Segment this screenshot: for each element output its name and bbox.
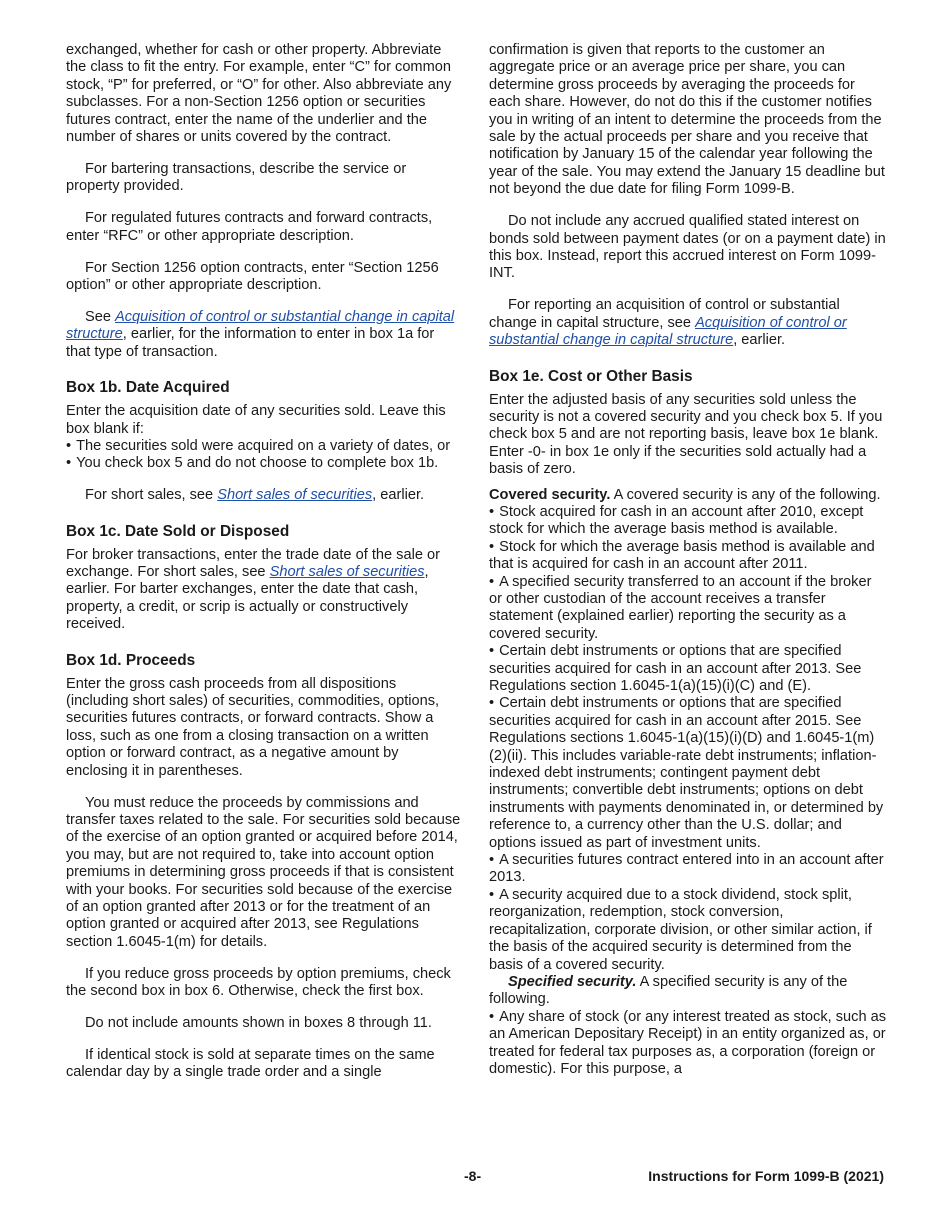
list-item: • Stock for which the average basis method is available and that is acquired for cash in an account after 2011. (489, 539, 887, 574)
paragraph: Do not include amounts shown in boxes 8 through 11. (85, 1015, 432, 1032)
list-item: • Any share of stock (or any interest treated as stock, such as an American Depositary Receipt) in an entity organized as, or treated for federal tax purposes as, a corporation (foreign or domestic). For this purpose, a (489, 1009, 887, 1079)
paragraph (66, 309, 462, 361)
paragraph: If identical stock is sold at separate times on the same calendar day by a single trade order and a single (66, 1046, 435, 1081)
paragraph: For regulated futures contracts and forward contracts, enter “RFC” or other appropriate description. (66, 210, 433, 244)
text-span: , earlier. For barter exchanges, enter the date that cash, property, a credit, or scrip is actually or constructively received. (66, 564, 429, 633)
paragraph: If you reduce gross proceeds by option premiums, check the second box in box 6. Otherwise, check the first box. (66, 965, 451, 1000)
text-span: For short sales, see (85, 487, 218, 504)
paragraph (489, 487, 887, 504)
paragraph: For Section 1256 option contracts, enter “Section 1256 option” or other appropriate description. (66, 259, 439, 293)
short-sales-link[interactable]: Short sales of securities (269, 564, 425, 581)
paragraph: confirmation is given that reports to the customer an aggregate price or an average price per share, you can determine gross proceeds by averaging the proceeds for each share. However, do not do this if the customer notifies you in writing of an intent to determine the proceeds from the sale by the actual proceeds per share and you receive that notification by January 15 of the calendar year following the year of the sale. You may extend the January 15 deadline but not beyond the due date for filing Form 1099-B. (489, 42, 885, 198)
footer-form-title: Instructions for Form 1099-B (2021) (648, 1168, 884, 1184)
list-item: • A specified security transferred to an account if the broker or other custodian of the account receives a transfer statement (explained earlier) reporting the security as a covered security. (489, 574, 887, 644)
list-item: • Certain debt instruments or options that are specified securities acquired for cash in an account after 2015. See Regulations sections 1.6045-1(a)(15)(i)(D) and 1.6045-1(m)(2)(ii). This includes variable-rate debt instruments; inflation-indexed debt instruments; contingent payment debt instruments; convertible debt instruments; options on debt instruments with payments denominated in, or determined by reference to, a currency other than the U.S. dollar; and options issued as part of investment units. (489, 695, 887, 852)
paragraph (66, 547, 462, 634)
paragraph: Enter the adjusted basis of any securities sold unless the security is not a covered security and you check box 5. If you check box 5 and are not reporting basis, leave box 1e blank. Enter -0- in box 1e only if the securities sold actually had a basis of zero. (489, 391, 883, 478)
box-1e-heading: Box 1e. Cost or Other Basis (489, 367, 693, 385)
text-span: For reporting an acquisition of control or substantial change in capital structure, see (489, 297, 840, 331)
list-item: • Stock acquired for cash in an account after 2010, except stock for which the average basis method is available. (489, 504, 887, 539)
paragraph: You must reduce the proceeds by commissions and transfer taxes related to the sale. For securities sold because of the exercise of an option granted or acquired before 2014, you may, but are not required to, take into account option premiums in determining gross proceeds if that is consistent with your books. For securities sold because of the exercise of an option granted after 2013 or for the treatment of an option granted or acquired after 2013, see Regulations section 1.6045-1(m) for details. (66, 794, 461, 950)
paragraph: exchanged, whether for cash or other property. Abbreviate the class to fit the entry. For example, enter “C” for common stock, “P” for preferred, or “O” for other. Also abbreviate any subclasses. For a non-Section 1256 option or securities futures contract, enter the name of the underlier and the number of shares or units covered by the contract. (66, 42, 452, 146)
list-item: • Certain debt instruments or options that are specified securities acquired for cash in an account after 2013. See Regulations section 1.6045-1(a)(15)(i)(C) and (E). (489, 643, 887, 695)
right-column (489, 42, 887, 1078)
text-span: See (85, 308, 116, 325)
list-item: • The securities sold were acquired on a variety of dates, or (66, 438, 462, 455)
text-span: A specified security is any of the following. (489, 973, 848, 1008)
page-number: -8- (464, 1168, 482, 1184)
acquisition-of-control-link[interactable]: Acquisition of control or substantial change in capital structure (489, 314, 847, 349)
specified-security-label: Specified security. (508, 973, 637, 990)
list-item: • You check box 5 and do not choose to complete box 1b. (66, 455, 462, 472)
box-1d-heading: Box 1d. Proceeds (66, 651, 196, 669)
paragraph: Enter the gross cash proceeds from all dispositions (including short sales) of securities, commodities, options, securities futures contracts, or forward contracts. Show a loss, such as one from a closing transaction on a written option or forward contract, as a negative amount by enclosing it in parentheses. (66, 675, 440, 779)
acquisition-of-control-link[interactable]: Acquisition of control or substantial change in capital structure (66, 308, 455, 343)
text-span: , earlier, for the information to enter in box 1a for that type of transaction. (66, 326, 435, 360)
paragraph (66, 487, 462, 504)
paragraph (489, 297, 887, 349)
list-item: • A securities futures contract entered into in an account after 2013. (489, 852, 887, 887)
box-1b-heading: Box 1b. Date Acquired (66, 379, 230, 397)
text-span: For broker transactions, enter the trade date of the sale or exchange. For short sales, see (66, 546, 440, 581)
paragraph: Do not include any accrued qualified stated interest on bonds sold between payment dates (or on a payment date) in this box. Instead, report this accrued interest on Form 1099-INT. (489, 213, 886, 282)
box-1c-heading: Box 1c. Date Sold or Disposed (66, 522, 290, 540)
text-span: , earlier. (372, 487, 425, 504)
list-item: • A security acquired due to a stock dividend, stock split, reorganization, redemption, stock conversion, recapitalization, corporate division, or other similar action, if the basis of the acquired security is determined from the basis of a covered security. (489, 887, 887, 974)
text-span: , earlier. (733, 332, 786, 349)
short-sales-link[interactable]: Short sales of securities (217, 487, 373, 504)
left-column (66, 42, 462, 1082)
text-span: A covered security is any of the following. (610, 486, 881, 503)
paragraph (489, 974, 887, 1009)
paragraph: For bartering transactions, describe the service or property provided. (66, 160, 407, 195)
paragraph: Enter the acquisition date of any securities sold. Leave this box blank if: (66, 403, 446, 437)
covered-security-label: Covered security. (489, 486, 611, 503)
